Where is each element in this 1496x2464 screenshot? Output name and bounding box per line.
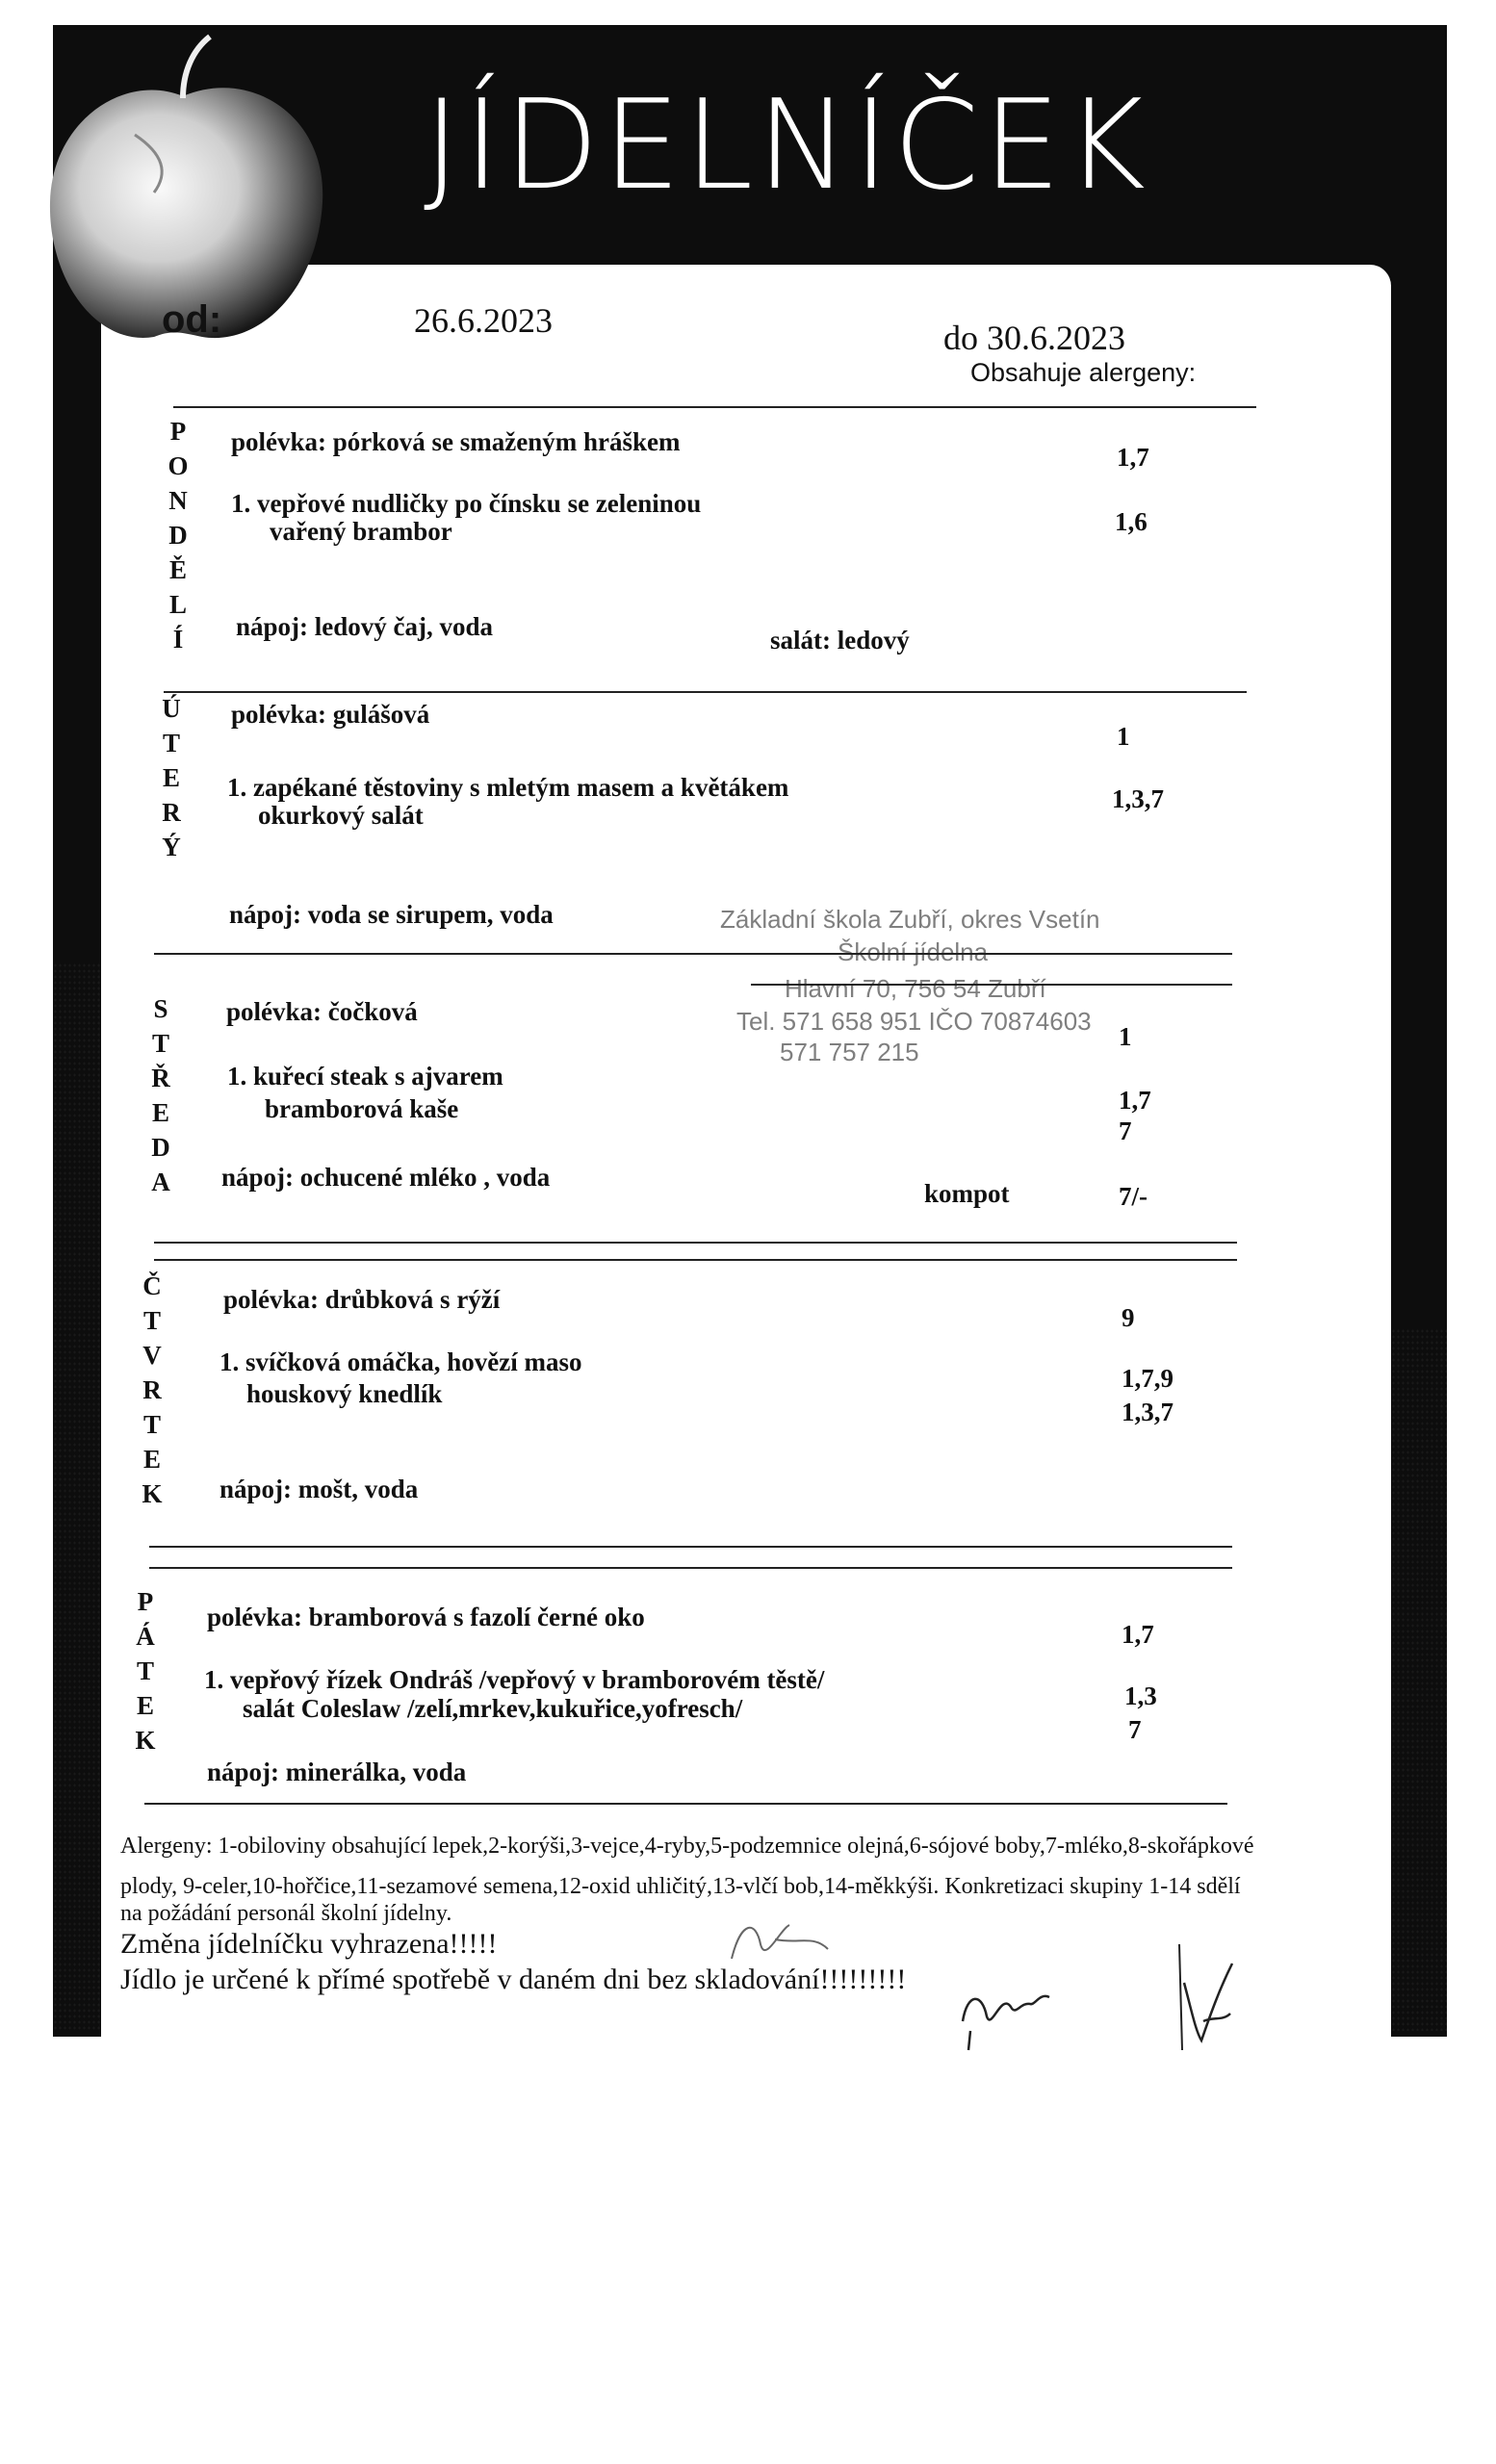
day-label-monday: P O N D Ě L Í xyxy=(168,417,189,654)
signatures xyxy=(943,1925,1290,2060)
school-stamp-line2: Školní jídelna xyxy=(838,937,989,966)
allergens-column-header: Obsahuje alergeny: xyxy=(970,358,1197,387)
divider xyxy=(154,1259,1237,1261)
salad-monday: salát: ledový xyxy=(770,626,910,654)
drink-tuesday: nápoj: voda se sirupem, voda xyxy=(229,900,554,929)
main-dish-thursday: 1. svíčková omáčka, hovězí maso xyxy=(219,1348,582,1376)
main-allergens-thursday: 1,7,9 xyxy=(1122,1364,1174,1393)
scan-noise-left xyxy=(53,962,101,2031)
divider xyxy=(164,691,1247,693)
soup-tuesday: polévka: gulášová xyxy=(231,700,430,729)
main-dish-monday: 1. vepřové nudličky po čínsku se zeleninou xyxy=(231,489,702,518)
day-label-thursday: Č T V R T E K xyxy=(142,1271,163,1508)
side-dish-thursday: houskový knedlík xyxy=(246,1379,443,1408)
main-dish-tuesday: 1. zapékané těstoviny s mletým masem a květákem xyxy=(227,773,789,802)
soup-allergens-monday: 1,7 xyxy=(1117,443,1149,472)
divider xyxy=(173,406,1256,408)
soup-allergens-friday: 1,7 xyxy=(1122,1620,1154,1649)
soup-monday: polévka: pórková se smaženým hráškem xyxy=(231,427,681,456)
day-label-tuesday: Ú T E R Ý xyxy=(162,694,181,861)
scan-noise-right xyxy=(1391,1328,1447,2031)
main-dish-wednesday: 1. kuřecí steak s ajvarem xyxy=(227,1062,503,1091)
side-allergens-thursday: 1,3,7 xyxy=(1122,1398,1174,1426)
side-dish-friday: salát Coleslaw /zelí,mrkev,kukuřice,yofresch/ xyxy=(243,1694,743,1723)
side-dish-wednesday: bramborová kaše xyxy=(265,1094,459,1123)
drink-wednesday: nápoj: ochucené mléko , voda xyxy=(221,1163,551,1192)
divider xyxy=(154,1242,1237,1244)
school-stamp-line1: Základní škola Zubří, okres Vsetín xyxy=(720,905,1100,934)
soup-allergens-tuesday: 1 xyxy=(1117,722,1130,751)
soup-friday: polévka: bramborová s fazolí černé oko xyxy=(207,1603,645,1631)
from-label: od: xyxy=(162,298,222,341)
main-allergens-friday: 1,3 xyxy=(1124,1681,1157,1710)
side-allergens-wednesday: 7 xyxy=(1119,1116,1132,1145)
school-stamp-line4: Tel. 571 658 951 IČO 70874603 xyxy=(736,1007,1092,1036)
page-title: JÍDELNÍČEK xyxy=(424,74,1149,218)
side-allergens-friday: 7 xyxy=(1128,1715,1142,1744)
side-dish-tuesday: okurkový salát xyxy=(258,801,424,830)
divider xyxy=(149,1567,1232,1569)
soup-allergens-wednesday: 1 xyxy=(1119,1022,1132,1051)
handwritten-mark xyxy=(722,1911,838,1968)
from-date: 26.6.2023 xyxy=(414,301,553,340)
day-label-friday: P Á T E K xyxy=(135,1587,156,1755)
drink-thursday: nápoj: mošt, voda xyxy=(219,1475,419,1503)
to-date: do 30.6.2023 xyxy=(943,319,1125,357)
main-allergens-tuesday: 1,3,7 xyxy=(1112,784,1164,813)
main-allergens-monday: 1,6 xyxy=(1115,507,1148,536)
divider xyxy=(144,1803,1227,1805)
allergens-legend-line1: Alergeny: 1-obiloviny obsahující lepek,2-korýši,3-vejce,4-ryby,5-podzemnice olejná,6-sójové boby,7-mléko,8-skořápkové xyxy=(120,1834,1254,1859)
drink-friday: nápoj: minerálka, voda xyxy=(207,1758,467,1786)
soup-thursday: polévka: drůbková s rýží xyxy=(223,1285,501,1314)
divider xyxy=(149,1546,1232,1548)
allergens-legend-line3: na požádání personál školní jídelny. xyxy=(120,1901,452,1926)
school-stamp-line5: 571 757 215 xyxy=(780,1038,919,1066)
consumption-notice: Jídlo je určené k přímé spotřebě v daném dni bez skladování!!!!!!!!! xyxy=(120,1964,907,1995)
divider xyxy=(154,953,1232,955)
day-label-wednesday: S T Ř E D A xyxy=(151,994,170,1196)
soup-wednesday: polévka: čočková xyxy=(226,997,418,1026)
dessert-allergens-wednesday: 7/- xyxy=(1119,1182,1148,1211)
main-allergens-wednesday: 1,7 xyxy=(1119,1086,1151,1115)
soup-allergens-thursday: 9 xyxy=(1122,1303,1135,1332)
school-stamp-line3: Hlavní 70, 756 54 Zubří xyxy=(785,974,1046,1003)
dessert-wednesday: kompot xyxy=(924,1179,1010,1208)
drink-monday: nápoj: ledový čaj, voda xyxy=(236,612,494,641)
menu-change-notice: Změna jídelníčku vyhrazena!!!!! xyxy=(120,1928,498,1960)
divider xyxy=(751,984,1232,986)
main-dish-friday: 1. vepřový řízek Ondráš /vepřový v bramborovém těstě/ xyxy=(204,1665,825,1694)
allergens-legend-line2: plody, 9-celer,10-hořčice,11-sezamové semena,12-oxid uhličitý,13-vlčí bob,14-měkkýši. Konkretizaci skupiny 1-14 sdělí xyxy=(120,1874,1241,1899)
side-dish-monday: vařený brambor xyxy=(270,517,452,546)
